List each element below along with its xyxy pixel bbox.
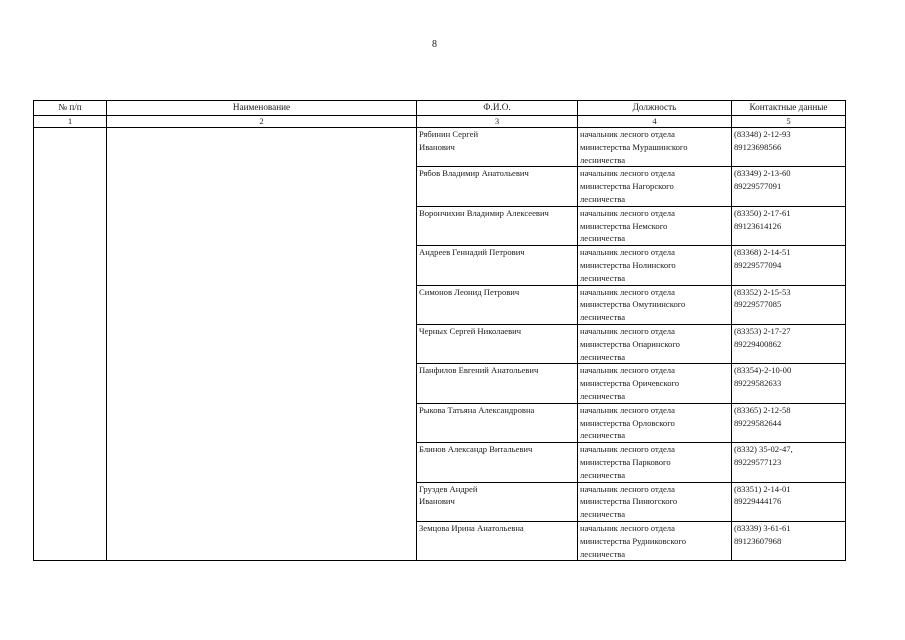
position-cell	[578, 324, 732, 363]
header-position: Должность	[578, 101, 732, 116]
position-line: министерства Орловского	[580, 417, 675, 428]
position-line: министерства Опаринского	[580, 338, 680, 349]
position-line: начальник лесного отдела	[580, 365, 675, 376]
position-line: лесничества	[580, 548, 626, 559]
position-cell	[578, 206, 732, 245]
header-contacts: Контактные данные	[732, 101, 846, 116]
fio-cell	[417, 443, 578, 482]
contacts-line: (83350) 2-17-61	[734, 207, 791, 218]
header-row	[34, 101, 846, 116]
contacts-line: (83353) 2-17-27	[734, 325, 791, 336]
contacts-cell	[732, 246, 846, 285]
column-number: 5	[732, 116, 846, 128]
position-line: лесничества	[580, 469, 626, 480]
contacts-line: (8332) 35-02-47,	[734, 444, 793, 455]
fio-line: Симонов Леонид Петрович	[419, 286, 520, 297]
contacts-line: 89229577123	[734, 456, 782, 467]
contacts-cell	[732, 128, 846, 167]
position-line: министерства Пинюгского	[580, 496, 678, 507]
position-line: министерства Нолинского	[580, 259, 676, 270]
contacts-line: (83354)-2-10-00	[734, 365, 792, 376]
page-number: 8	[432, 39, 437, 50]
position-line: начальник лесного отдела	[580, 129, 675, 139]
position-line: лесничества	[580, 193, 626, 204]
fio-line: Черных Сергей Николаевич	[419, 325, 522, 336]
organization-name-cell	[107, 128, 417, 561]
header-name: Наименование	[107, 101, 417, 116]
fio-line: Груздев Андрей	[419, 483, 478, 494]
table-row	[34, 128, 846, 167]
position-cell	[578, 285, 732, 324]
contacts-line: 89123698566	[734, 141, 782, 152]
contacts-line: 89229582644	[734, 417, 782, 428]
position-line: начальник лесного отдела	[580, 404, 675, 415]
position-cell	[578, 128, 732, 167]
fio-line: Ворончихин Владимир Алексеевич	[419, 207, 549, 218]
position-cell	[578, 482, 732, 521]
contacts-cell	[732, 482, 846, 521]
position-cell	[578, 443, 732, 482]
position-line: министерства Немского	[580, 220, 668, 231]
contacts-line: 89229577094	[734, 259, 782, 270]
fio-cell	[417, 246, 578, 285]
contacts-cell	[732, 285, 846, 324]
header-fio: Ф.И.О.	[417, 101, 578, 116]
fio-cell	[417, 324, 578, 363]
contacts-line: (83352) 2-15-53	[734, 286, 791, 297]
fio-line: Панфилов Евгений Анатольевич	[419, 365, 539, 376]
fio-cell	[417, 364, 578, 403]
position-line: лесничества	[580, 233, 626, 244]
position-cell	[578, 246, 732, 285]
contacts-cell	[732, 167, 846, 206]
position-line: лесничества	[580, 430, 626, 441]
contacts-line: 89123614126	[734, 220, 782, 231]
fio-cell	[417, 285, 578, 324]
column-number: 3	[417, 116, 578, 128]
fio-cell	[417, 482, 578, 521]
position-line: министерства Омутнинского	[580, 299, 686, 310]
position-line: лесничества	[580, 154, 626, 165]
contacts-line: 89123607968	[734, 535, 782, 546]
fio-cell	[417, 206, 578, 245]
fio-line: Иванович	[419, 496, 455, 507]
position-line: министерства Паркового	[580, 456, 671, 467]
contacts-line: 89229582633	[734, 378, 782, 389]
position-line: лесничества	[580, 272, 626, 283]
position-line: начальник лесного отдела	[580, 247, 675, 258]
fio-line: Блинов Александр Витальевич	[419, 444, 533, 455]
contacts-line: (83351) 2-14-01	[734, 483, 791, 494]
fio-line: Иванович	[419, 141, 455, 152]
contacts-line: (83365) 2-12-58	[734, 404, 791, 415]
position-line: лесничества	[580, 312, 626, 323]
contacts-cell	[732, 521, 846, 560]
position-cell	[578, 167, 732, 206]
contacts-line: 89229400862	[734, 338, 782, 349]
position-cell	[578, 403, 732, 442]
position-line: министерства Оричевского	[580, 378, 680, 389]
position-line: лесничества	[580, 390, 626, 401]
position-line: министерства Мурашинского	[580, 141, 688, 152]
contacts-line: (83348) 2-12-93	[734, 129, 791, 139]
contacts-cell	[732, 324, 846, 363]
fio-cell	[417, 167, 578, 206]
fio-line: Андреев Геннадий Петрович	[419, 247, 525, 258]
fio-line: Земцова Ирина Анатольевна	[419, 522, 524, 533]
contacts-line: 89229577085	[734, 299, 782, 310]
contacts-line: (83339) 3-61-61	[734, 522, 791, 533]
contacts-line: (83349) 2-13-60	[734, 168, 791, 179]
position-line: министерства Рудниковского	[580, 535, 686, 546]
contacts-cell	[732, 206, 846, 245]
position-line: лесничества	[580, 351, 626, 362]
contacts-line: (83368) 2-14-51	[734, 247, 791, 258]
contacts-line: 89229444176	[734, 496, 782, 507]
position-line: министерства Нагорского	[580, 181, 674, 192]
contacts-table	[33, 100, 846, 561]
fio-cell	[417, 403, 578, 442]
position-cell	[578, 364, 732, 403]
column-number: 1	[34, 116, 107, 128]
position-line: начальник лесного отдела	[580, 325, 675, 336]
contacts-cell	[732, 403, 846, 442]
fio-line: Рябинин Сергей	[419, 129, 479, 139]
contacts-cell	[732, 443, 846, 482]
position-line: начальник лесного отдела	[580, 168, 675, 179]
contacts-cell	[732, 364, 846, 403]
fio-line: Рыкова Татьяна Александровна	[419, 404, 535, 415]
column-number: 4	[578, 116, 732, 128]
position-line: начальник лесного отдела	[580, 522, 675, 533]
column-number: 2	[107, 116, 417, 128]
fio-line: Рябов Владимир Анатольевич	[419, 168, 529, 179]
position-line: начальник лесного отдела	[580, 286, 675, 297]
number-cell	[34, 128, 107, 561]
position-line: начальник лесного отдела	[580, 444, 675, 455]
position-line: начальник лесного отдела	[580, 483, 675, 494]
position-cell	[578, 521, 732, 560]
contacts-line: 89229577091	[734, 181, 782, 192]
position-line: начальник лесного отдела	[580, 207, 675, 218]
fio-cell	[417, 521, 578, 560]
position-line: лесничества	[580, 509, 626, 520]
column-numbers-row	[34, 116, 846, 128]
fio-cell	[417, 128, 578, 167]
header-number: № п/п	[34, 101, 107, 116]
